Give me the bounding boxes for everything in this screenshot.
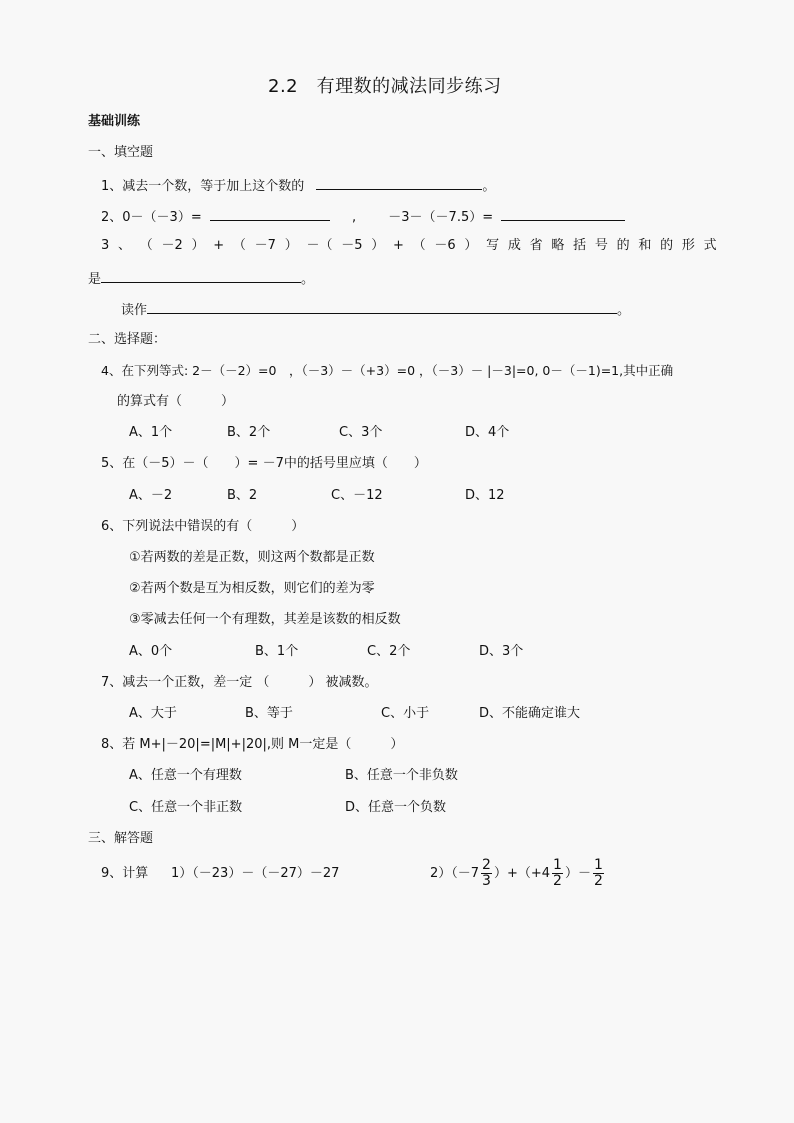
q3-token: ） xyxy=(191,238,205,253)
part2-heading: 二、选择题： xyxy=(88,332,167,347)
q5-option-c[interactable]: C、－12 xyxy=(331,488,383,503)
q3-token: －（ xyxy=(306,238,333,253)
q9-expression-2 xyxy=(430,854,606,894)
q3-tail: 。 xyxy=(301,272,315,287)
q4-line1: 4、在下列等式: 2－（－2）=0 ，（－3）－（+3）=0 ，（－3）－ |－3|=0, 0－（－1)=1,其中正确 xyxy=(101,363,674,378)
q1-answer-blank[interactable] xyxy=(316,176,482,190)
q8-option-c[interactable]: C、任意一个非正数 xyxy=(129,800,243,815)
q3-token: －5 xyxy=(341,238,363,253)
q2-blank-b[interactable] xyxy=(501,207,625,221)
question-3-line1 xyxy=(101,238,717,254)
q3-token: 的 xyxy=(660,238,674,253)
q3-read-label: 读作 xyxy=(121,303,148,318)
q7-option-a[interactable]: A、大于 xyxy=(129,706,177,721)
q3-token: －7 xyxy=(254,238,276,253)
q9-fraction-3 xyxy=(593,858,604,889)
q7-option-c[interactable]: C、小于 xyxy=(381,706,430,721)
q2-part-b: －3－（－7.5）= xyxy=(388,210,494,225)
q9-frac2-denominator: 2 xyxy=(553,873,562,889)
q4-line2: 的算式有（ ） xyxy=(117,394,235,409)
question-2 xyxy=(101,207,625,226)
q3-token: ） xyxy=(464,238,478,253)
section-basic-training: 基础训练 xyxy=(88,114,141,129)
q3-token: 式 xyxy=(703,238,717,253)
q7-text: 7、减去一个正数，差一定 （ ） 被减数。 xyxy=(101,675,378,690)
q2-separator: , xyxy=(352,210,357,225)
q5-option-d[interactable]: D、12 xyxy=(465,488,505,503)
q3-token: －6 xyxy=(434,238,456,253)
q3-token: 3 xyxy=(101,238,110,253)
q3-token: （ xyxy=(139,238,153,253)
q3-token: 形 xyxy=(681,238,695,253)
q7-option-b[interactable]: B、等于 xyxy=(245,706,293,721)
q9-fraction-2 xyxy=(552,858,563,889)
q3-token: 略 xyxy=(551,238,565,253)
q3-token: ） xyxy=(371,238,385,253)
q8-option-a[interactable]: A、任意一个有理数 xyxy=(129,768,242,783)
q9-expr2-mid: ）+（+4 xyxy=(493,866,551,881)
q6-statement-1: ①若两数的差是正数，则这两个数都是正数 xyxy=(129,550,375,565)
q6-text: 6、下列说法中错误的有（ ） xyxy=(101,519,305,534)
q9-frac2-numerator: 1 xyxy=(553,857,562,873)
q3-token: ） xyxy=(284,238,298,253)
q9-fraction-1 xyxy=(481,858,492,889)
q6-statement-3: ③零减去任何一个有理数，其差是该数的相反数 xyxy=(129,612,401,627)
q3-token: 成 xyxy=(507,238,521,253)
q9-frac3-numerator: 1 xyxy=(593,857,603,873)
q4-option-b[interactable]: B、2个 xyxy=(227,425,271,440)
q3-token: + xyxy=(213,238,225,253)
q3-token: （ xyxy=(232,238,246,253)
q9-frac1-denominator: 3 xyxy=(482,873,491,889)
q2-blank-a[interactable] xyxy=(210,207,330,221)
q6-option-d[interactable]: D、3个 xyxy=(479,644,524,659)
q7-option-d[interactable]: D、不能确定谁大 xyxy=(479,706,581,721)
q9-expr2-pre: 2）（－7 xyxy=(430,866,480,881)
q9-frac1-numerator: 2 xyxy=(482,857,491,873)
q3-token: （ xyxy=(412,238,426,253)
q6-statement-2: ②若两个数是互为相反数，则它们的差为零 xyxy=(129,581,375,596)
q3-token: 的 xyxy=(616,238,630,253)
q4-option-c[interactable]: C、3个 xyxy=(339,425,383,440)
part3-heading: 三、解答题 xyxy=(88,831,154,846)
q3-read-blank[interactable] xyxy=(147,300,617,314)
q8-option-d[interactable]: D、任意一个负数 xyxy=(345,800,447,815)
q2-part-a: 2、0－（－3）= xyxy=(101,210,202,225)
q3-answer-blank[interactable] xyxy=(101,269,301,283)
question-1 xyxy=(101,176,495,195)
q8-text: 8、若 M+|－20|=|M|+|20|,则 M一定是（ ） xyxy=(101,737,404,752)
q3-token: 和 xyxy=(638,238,652,253)
q9-expr2-mid2: ）－ xyxy=(564,866,591,881)
part1-heading: 一、填空题 xyxy=(88,145,154,160)
q3-read-tail: 。 xyxy=(617,303,631,318)
q3-token: －2 xyxy=(161,238,183,253)
q4-option-a[interactable]: A、1个 xyxy=(129,425,173,440)
q8-option-b[interactable]: B、任意一个非负数 xyxy=(345,768,458,783)
q3-token: 写 xyxy=(486,238,500,253)
q3-token: 、 xyxy=(118,238,132,253)
q1-text: 1、减去一个数，等于加上这个数的 xyxy=(101,179,305,194)
q1-tail: 。 xyxy=(482,179,496,194)
q4-option-d[interactable]: D、4个 xyxy=(465,425,510,440)
q3-token: + xyxy=(392,238,404,253)
question-3-read xyxy=(121,300,630,319)
q5-option-b[interactable]: B、2 xyxy=(227,488,258,503)
q9-expression-1: 1）（－23）－（－27）－27 xyxy=(171,866,340,881)
q6-option-a[interactable]: A、0个 xyxy=(129,644,173,659)
page-title: 2.2 有理数的减法同步练习 xyxy=(268,76,502,97)
q3-prefix: 是 xyxy=(88,272,102,287)
q3-token: 号 xyxy=(594,238,608,253)
question-3-line2 xyxy=(88,269,314,288)
q9-frac3-denominator: 2 xyxy=(593,873,603,889)
q3-token: 括 xyxy=(573,238,587,253)
q9-label: 9、计算 xyxy=(101,866,149,881)
q5-option-a[interactable]: A、－2 xyxy=(129,488,173,503)
q6-option-b[interactable]: B、1个 xyxy=(255,644,299,659)
q3-token: 省 xyxy=(529,238,543,253)
q5-text: 5、在（－5）－（ ）= －7中的括号里应填（ ） xyxy=(101,456,427,471)
q6-option-c[interactable]: C、2个 xyxy=(367,644,411,659)
